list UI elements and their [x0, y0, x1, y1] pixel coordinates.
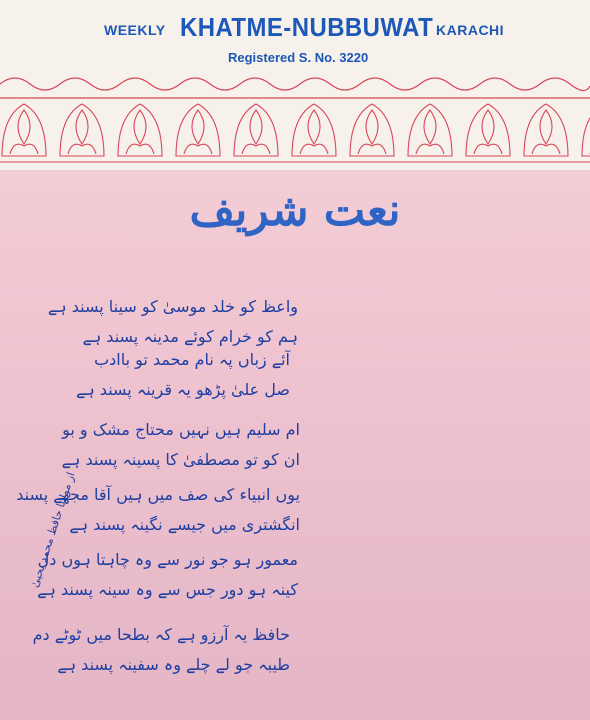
- stanza-2: [76, 345, 290, 405]
- masthead-title: KHATME-NUBBUWAT: [180, 12, 434, 42]
- border-motif: [118, 104, 162, 156]
- ornamental-border: [0, 70, 590, 170]
- poet-credit: از مولانا حافظ محمد یحییٰ: [28, 470, 78, 590]
- verse-line: ان کو تو مصطفیٰ کا پسینہ پسند ہے: [61, 450, 300, 469]
- verse-line: صل علیٰ پڑھو یہ قرینہ پسند ہے: [75, 380, 290, 399]
- border-motif: [176, 104, 220, 156]
- registration-number: Registered S. No. 3220: [228, 50, 369, 65]
- border-motif: [350, 104, 394, 156]
- verse-line: معمور ہو جو نور سے وہ چاہتا ہوں دل: [37, 550, 298, 569]
- border-motif: [234, 104, 278, 156]
- verse-line: واعظ کو خلد موسیٰ کو سینا پسند ہے: [47, 297, 298, 316]
- border-motif: [60, 104, 104, 156]
- stanza-3: [62, 415, 300, 475]
- border-motif: [524, 104, 568, 156]
- border-motif: [292, 104, 336, 156]
- stanza-6: [33, 620, 290, 680]
- border-motif: [408, 104, 452, 156]
- poem-title: نعت شریف: [189, 185, 401, 236]
- border-motif: [466, 104, 510, 156]
- stanza-5: [37, 545, 298, 605]
- verse-line: طیبہ جو لے چلے وہ سفینہ پسند ہے: [57, 655, 290, 674]
- verse-line: انگشتری میں جیسے نگینہ پسند ہے: [69, 515, 300, 534]
- verse-line: حافظ یہ آرزو ہے کہ بطحا میں ٹوٹے دم: [32, 625, 290, 644]
- verse-line: ہم کو خرام کوئے مدینہ پسند ہے: [82, 327, 298, 346]
- verse-line: ام سلیم ہیں نہیں محتاج مشک و بو: [62, 420, 300, 439]
- border-motif: [582, 104, 590, 156]
- border-motif: [2, 104, 46, 156]
- verse-line: آئے زباں پہ نام محمد تو باادب: [94, 350, 290, 369]
- masthead: [0, 0, 590, 70]
- masthead-city: KARACHI: [436, 22, 505, 38]
- verse-line: یوں انبیاء کی صف میں ہیں آقا مجھے پسند: [16, 485, 300, 504]
- masthead-weekly: WEEKLY: [104, 22, 166, 38]
- stanza-1: [48, 292, 298, 352]
- verse-line: کینہ ہو دور جس سے وہ سینہ پسند ہے: [37, 580, 298, 599]
